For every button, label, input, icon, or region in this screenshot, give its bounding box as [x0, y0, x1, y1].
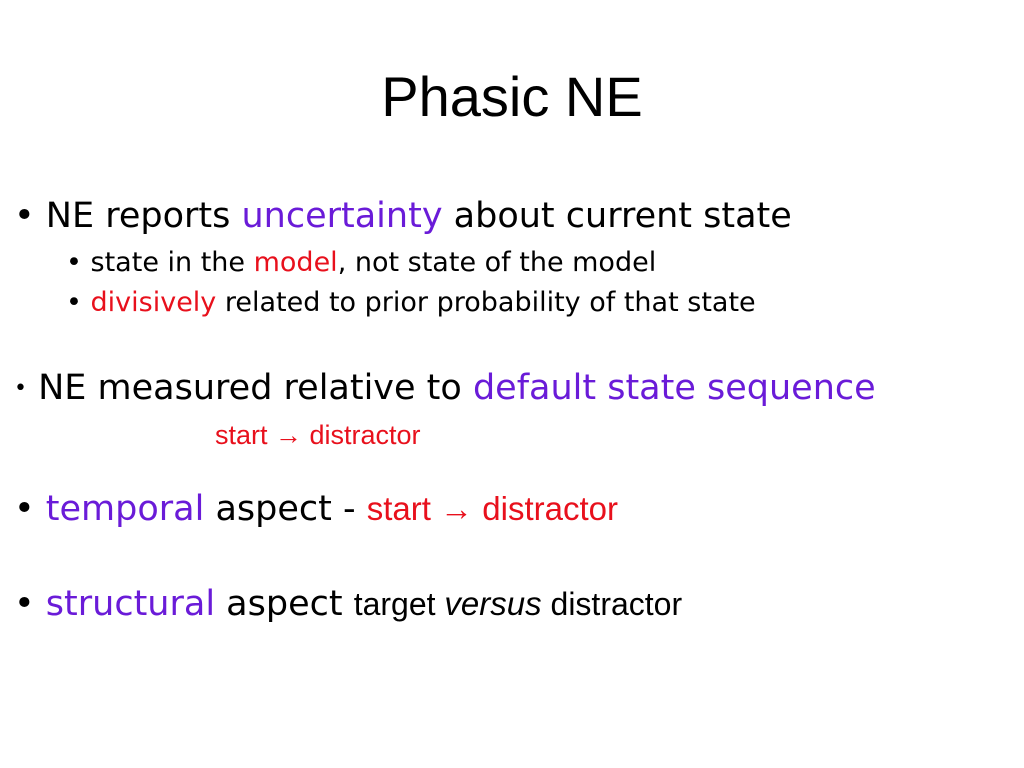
slide-title: Phasic NE [381, 65, 643, 128]
highlight-divisively: divisively [90, 287, 217, 318]
highlight-uncertainty: uncertainty [241, 196, 443, 236]
subbullet-divisively [66, 287, 756, 318]
subbullet-model [66, 247, 656, 278]
bullet-marker: • [14, 376, 27, 401]
bullet-text-middle: aspect [215, 584, 354, 624]
bullet-text-suffix: about current state [442, 196, 792, 236]
subbullet-marker: • [66, 287, 82, 318]
bullet-marker: • [14, 489, 35, 529]
structural-target: target [353, 586, 445, 622]
bullet-text-prefix: NE measured relative to [38, 368, 473, 408]
bullet-temporal [14, 489, 618, 529]
bullet-text-prefix: NE reports [45, 196, 242, 236]
subbullet-text-suffix: related to prior probability of that state [216, 287, 756, 318]
structural-distractor: distractor [541, 586, 683, 622]
bullet-marker: • [14, 196, 35, 236]
bullet-text-middle: aspect - [204, 489, 367, 529]
bullet-default-sequence [14, 368, 876, 408]
highlight-default-state-sequence: default state sequence [472, 368, 876, 408]
subbullet-marker: • [66, 247, 82, 278]
highlight-temporal: temporal [45, 489, 205, 529]
bullet-marker: • [14, 584, 35, 624]
subbullet-text-suffix: , not state of the model [337, 247, 657, 278]
structural-versus: versus [444, 585, 542, 622]
temporal-sequence: start → distractor [366, 490, 618, 527]
bullet-uncertainty [14, 196, 792, 236]
highlight-structural: structural [45, 584, 216, 624]
bullet-structural [14, 584, 682, 624]
subbullet-text-prefix: state in the [90, 247, 254, 278]
sequence-start-distractor: start → distractor [215, 420, 421, 450]
highlight-model: model [253, 247, 338, 278]
